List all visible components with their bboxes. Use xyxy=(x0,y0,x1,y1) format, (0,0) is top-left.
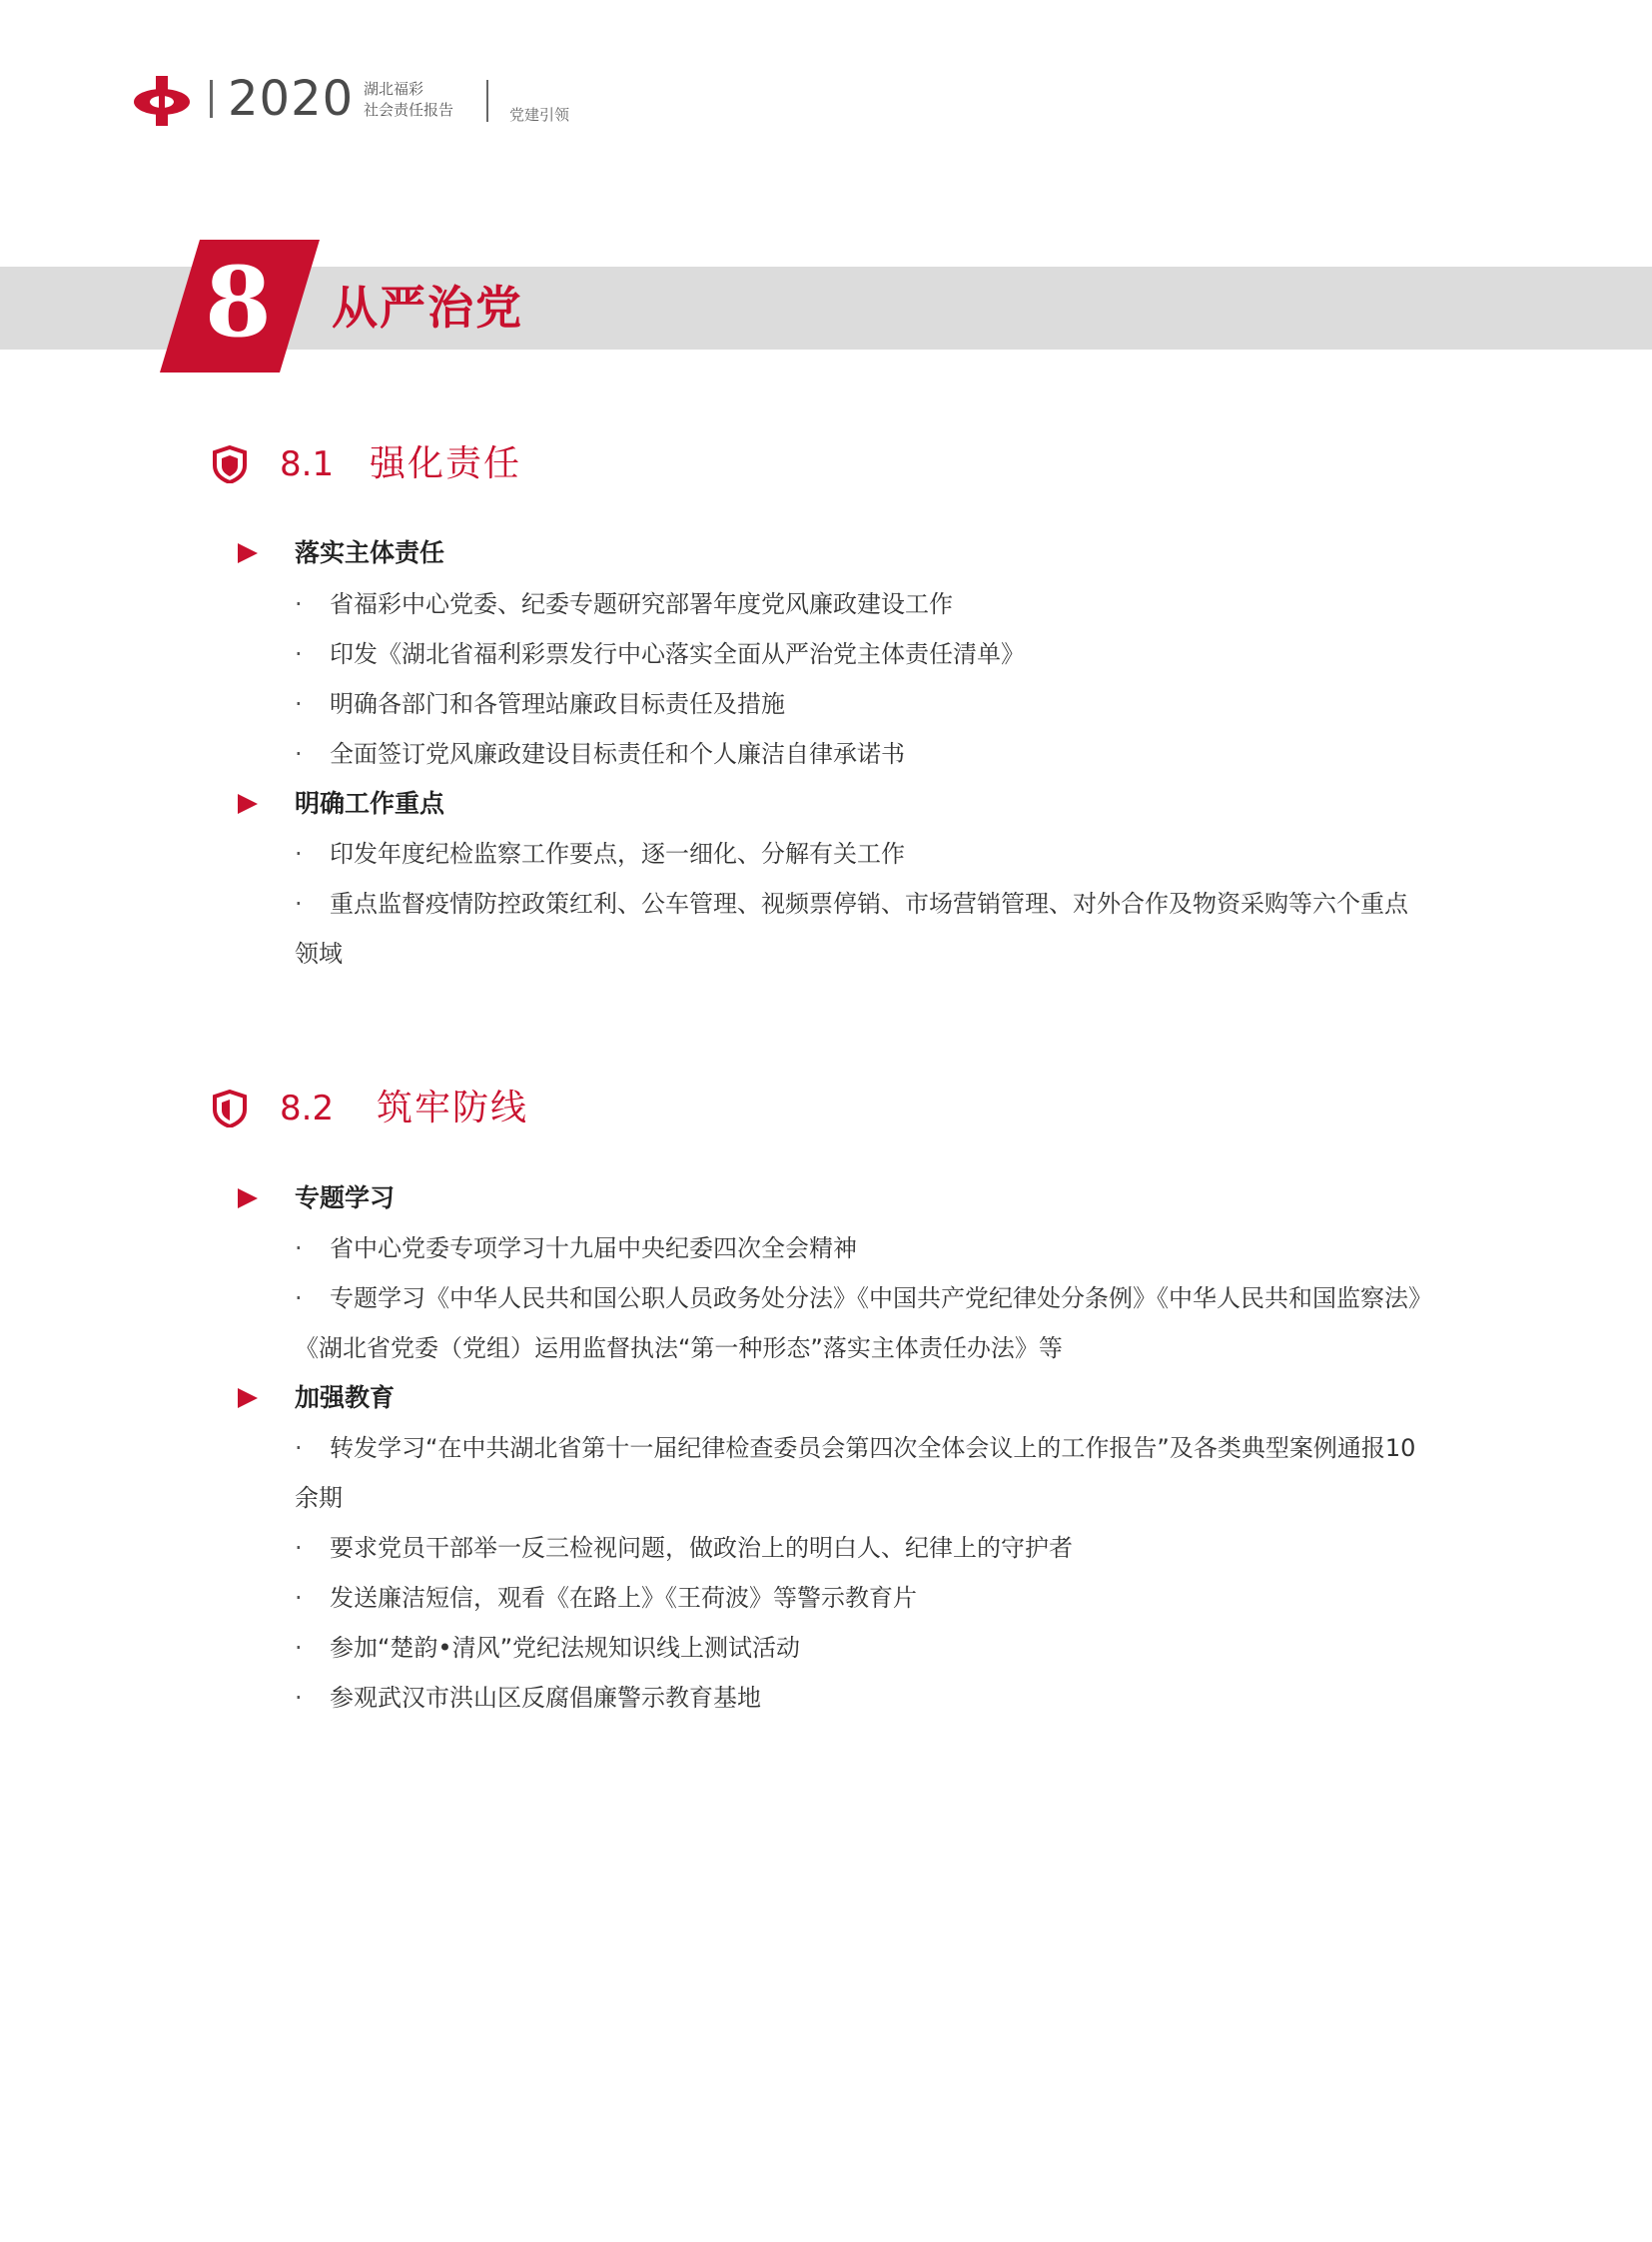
bullet-dot-icon: · xyxy=(295,590,303,618)
bullet-dot-icon: · xyxy=(295,1234,303,1262)
subheading xyxy=(238,533,1037,573)
subheading-text: 落实主体责任 xyxy=(295,538,445,567)
list-item-text: 印发年度纪检监察工作要点，逐一细化、分解有关工作 xyxy=(330,840,905,868)
page-header xyxy=(132,70,731,134)
bullet-dot-icon: · xyxy=(295,1534,303,1562)
section-number: 8.2 xyxy=(280,1089,335,1128)
report-org xyxy=(364,79,453,121)
section-number: 8.1 xyxy=(280,444,335,484)
header-divider-2 xyxy=(486,80,488,122)
list-item-text: 省中心党委专项学习十九届中央纪委四次全会精神 xyxy=(330,1234,857,1262)
section-heading-8-1 xyxy=(212,439,1011,489)
triangle-bullet-icon xyxy=(238,1188,258,1208)
report-org-line1: 湖北福彩 xyxy=(364,80,424,98)
section-title: 强化责任 xyxy=(370,443,522,484)
bullet-dot-icon: · xyxy=(295,1584,303,1612)
triangle-bullet-icon xyxy=(238,794,258,814)
subheading xyxy=(238,784,1037,824)
bullet-dot-icon: · xyxy=(295,1434,303,1462)
list-item xyxy=(295,1223,1428,1273)
bullet-dot-icon: · xyxy=(295,1284,303,1312)
list-item-text: 参加“楚韵•清风”党纪法规知识线上测试活动 xyxy=(330,1634,801,1662)
list-item xyxy=(295,1423,1428,1523)
chapter-number: 8 xyxy=(205,246,272,359)
list-item-text: 发送廉洁短信，观看《在路上》《王荷波》等警示教育片 xyxy=(330,1584,917,1612)
list-item-text: 印发《湖北省福利彩票发行中心落实全面从严治党主体责任清单》 xyxy=(330,640,1025,668)
list-item-text: 转发学习“在中共湖北省第十一届纪律检查委员会第四次全体会议上的工作报告”及各类典型案例通报10余期 xyxy=(295,1434,1416,1512)
list-item xyxy=(295,879,1428,979)
bullet-dot-icon: · xyxy=(295,690,303,718)
list-item-text: 参观武汉市洪山区反腐倡廉警示教育基地 xyxy=(330,1684,761,1712)
subheading-text: 专题学习 xyxy=(295,1183,396,1212)
triangle-bullet-icon xyxy=(238,543,258,563)
subheading-text: 明确工作重点 xyxy=(295,789,445,818)
list-item xyxy=(295,1523,1428,1573)
list-item xyxy=(295,1573,1428,1623)
list-item xyxy=(295,729,1428,779)
list-item xyxy=(295,829,1428,879)
subheading xyxy=(238,1178,1037,1218)
list-item-text: 省福彩中心党委、纪委专题研究部署年度党风廉政建设工作 xyxy=(330,590,953,618)
bullet-dot-icon: · xyxy=(295,890,303,918)
bullet-dot-icon: · xyxy=(295,740,303,768)
bullet-dot-icon: · xyxy=(295,840,303,868)
list-item-text: 明确各部门和各管理站廉政目标责任及措施 xyxy=(330,690,785,718)
section-tag: 党建引领 xyxy=(509,106,570,124)
lottery-logo-icon xyxy=(132,74,192,128)
list-item xyxy=(295,1623,1428,1673)
bullet-dot-icon: · xyxy=(295,1684,303,1712)
list-item xyxy=(295,1273,1428,1373)
list-item-text: 全面签订党风廉政建设目标责任和个人廉洁自律承诺书 xyxy=(330,740,905,768)
triangle-bullet-icon xyxy=(238,1388,258,1408)
list-item xyxy=(295,579,1428,629)
list-item xyxy=(295,679,1428,729)
section-title: 筑牢防线 xyxy=(377,1088,529,1128)
list-item xyxy=(295,1673,1428,1723)
list-item-text: 重点监督疫情防控政策红利、公车管理、视频票停销、市场营销管理、对外合作及物资采购等六个重点领域 xyxy=(295,890,1408,968)
report-org-line2: 社会责任报告 xyxy=(364,101,454,119)
bullet-dot-icon: · xyxy=(295,640,303,668)
list-item-text: 专题学习《中华人民共和国公职人员政务处分法》《中国共产党纪律处分条例》《中华人民共和国监察法》《湖北省党委（党组）运用监督执法“第一种形态”落实主体责任办法》等 xyxy=(295,1284,1420,1362)
bullet-dot-icon: · xyxy=(295,1634,303,1662)
header-divider xyxy=(210,80,213,118)
list-item-text: 要求党员干部举一反三检视问题，做政治上的明白人、纪律上的守护者 xyxy=(330,1534,1073,1562)
shield-icon xyxy=(212,1090,248,1127)
subheading-text: 加强教育 xyxy=(295,1383,396,1412)
shield-icon xyxy=(212,445,248,483)
list-item xyxy=(295,629,1428,679)
report-year: 2020 xyxy=(228,71,355,127)
chapter-title: 从严治党 xyxy=(332,281,523,335)
section-heading-8-2 xyxy=(212,1084,1011,1133)
subheading xyxy=(238,1378,1037,1418)
